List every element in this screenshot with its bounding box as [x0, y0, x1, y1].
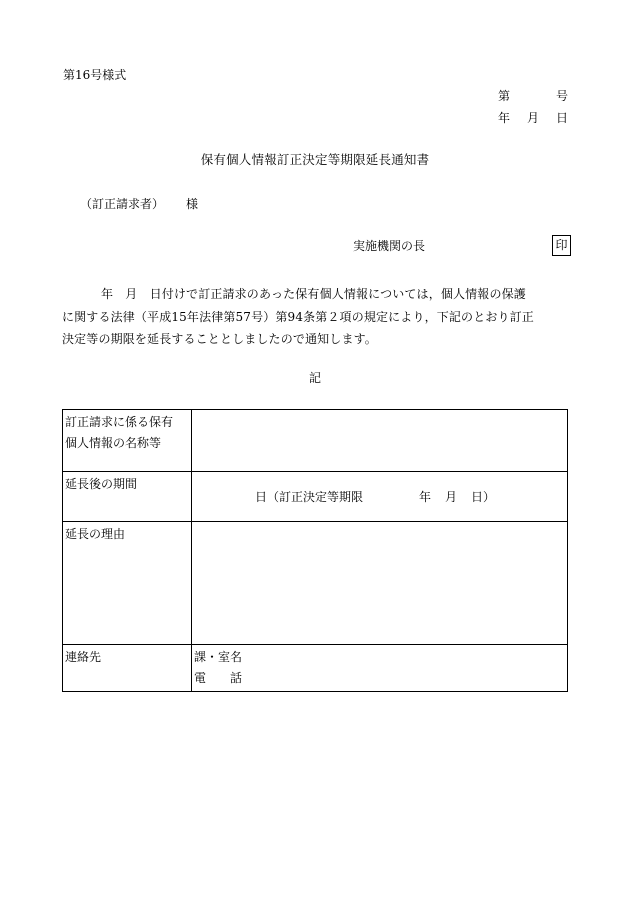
- body-line-2: に関する法律（平成15年法律第57号）第94条第２項の規定により，下記のとおり訂正: [62, 309, 534, 324]
- extended-period-value-cell[interactable]: [192, 472, 568, 522]
- detail-table: [62, 409, 568, 692]
- form-number-label: 第16号様式: [63, 68, 127, 82]
- extended-period-value: [194, 474, 565, 508]
- document-number-line: [498, 90, 568, 102]
- contact-value-cell[interactable]: [192, 645, 568, 692]
- table-row: [63, 410, 568, 472]
- body-line-1: 年 月 日付けで訂正請求のあった保有個人情報については，個人情報の保護: [101, 287, 526, 301]
- addressee: [80, 198, 198, 210]
- info-name-label-cell: [63, 410, 192, 472]
- table-row: [63, 645, 568, 692]
- contact-phone: 電 話: [194, 671, 243, 685]
- extended-period-label: 延長後の期間: [63, 472, 192, 522]
- number-prefix: 第: [498, 89, 511, 103]
- period-month: 月: [445, 490, 458, 504]
- contact-section: 課・室名: [194, 650, 243, 664]
- issuer-name: 実施機関の長: [353, 239, 426, 253]
- extension-reason-label: 延長の理由: [63, 522, 192, 645]
- period-dayend: 日）: [471, 490, 496, 504]
- date-day: 日: [555, 111, 568, 125]
- addressee-honorific: 様: [186, 197, 199, 211]
- body-line-3: 決定等の期限を延長することとしましたので通知します。: [62, 332, 377, 346]
- notice-body: [62, 283, 568, 351]
- number-suffix: 号: [555, 89, 568, 103]
- period-day: 日（訂正決定等期限: [255, 490, 364, 504]
- date-month: 月: [526, 111, 539, 125]
- document-title: 保有個人情報訂正決定等期限延長通知書: [200, 152, 430, 167]
- extension-reason-value-cell[interactable]: [192, 522, 568, 645]
- period-year: 年: [419, 490, 432, 504]
- date-year: 年: [498, 111, 511, 125]
- addressee-label: （訂正請求者）: [80, 197, 165, 211]
- issue-date-line: [498, 112, 568, 124]
- info-name-label-a: 訂正請求に係る保有: [65, 415, 174, 429]
- contact-label: 連絡先: [63, 645, 192, 692]
- info-name-label-b: 個人情報の名称等: [65, 436, 162, 450]
- table-row: [63, 522, 568, 645]
- info-name-value-cell[interactable]: [192, 410, 568, 472]
- seal-box: 印: [552, 235, 571, 256]
- table-row: [63, 472, 568, 522]
- ki-heading: 記: [308, 371, 321, 385]
